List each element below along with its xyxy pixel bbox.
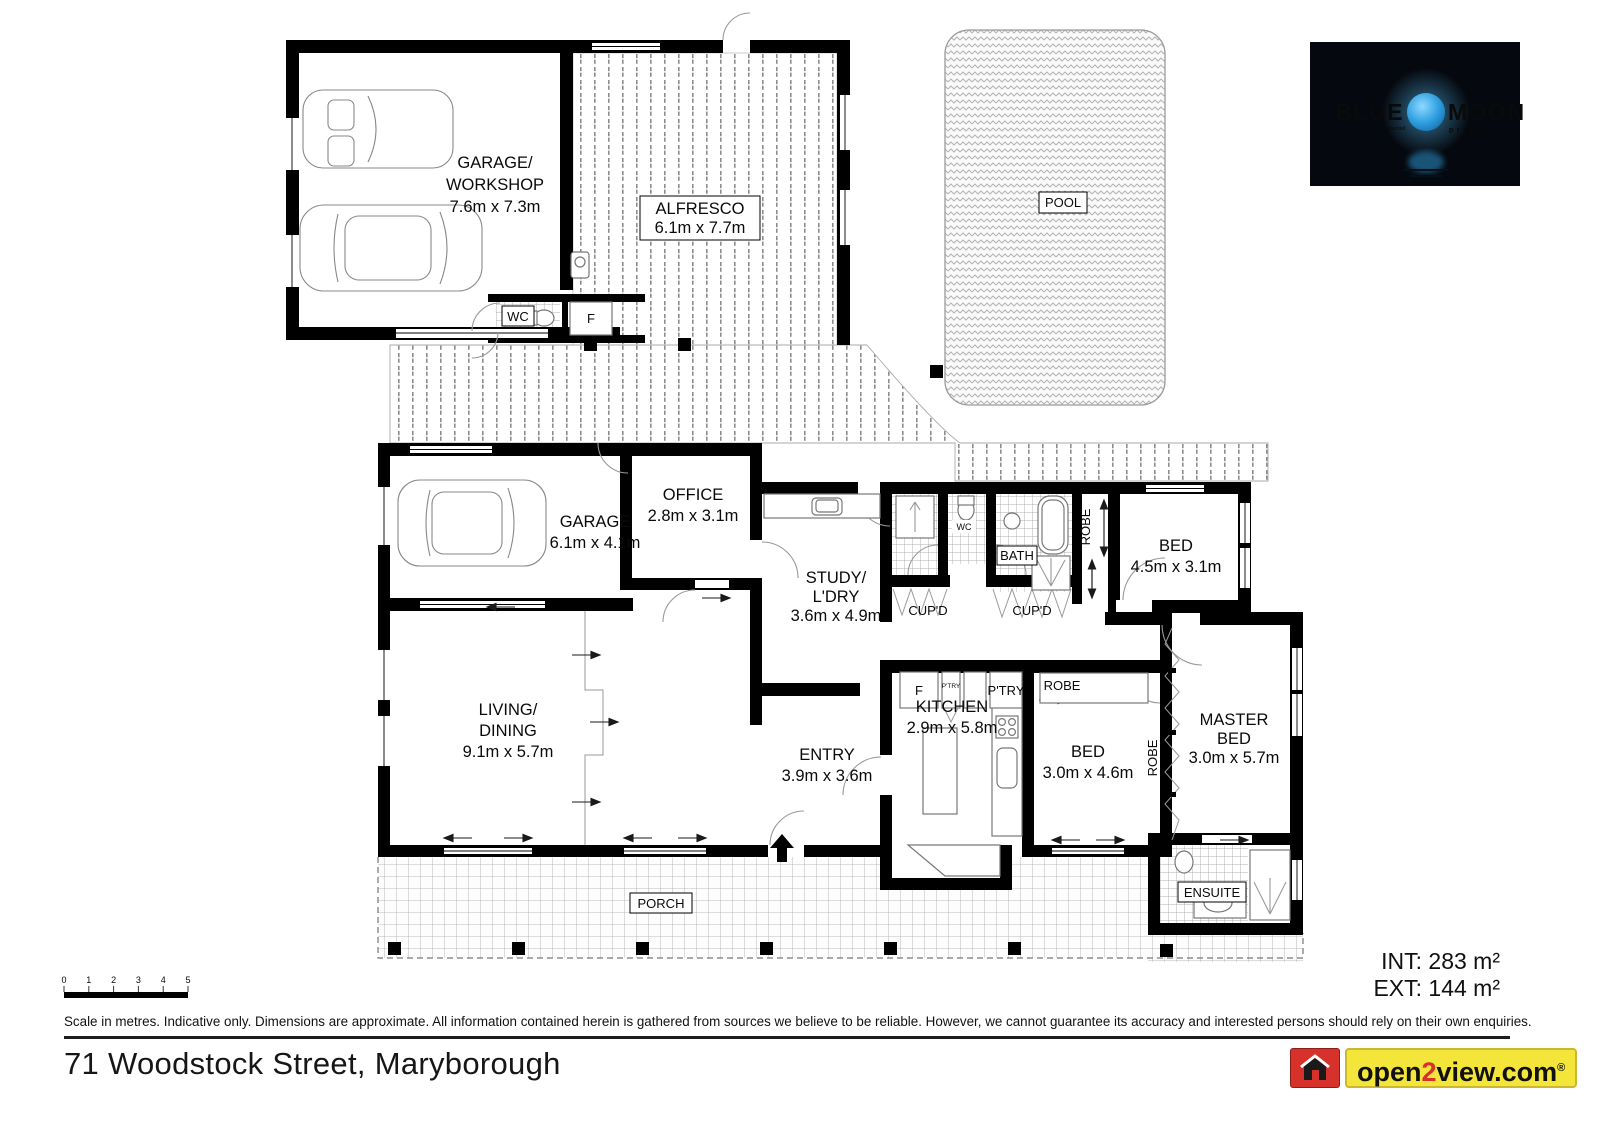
label-robe-master: ROBE bbox=[1145, 739, 1160, 777]
label-entry-dims: 3.9m x 3.6m bbox=[781, 767, 873, 785]
label-robe-bed3: ROBE bbox=[1043, 678, 1081, 693]
open2view-wordmark bbox=[1345, 1048, 1577, 1088]
label-kitchen-fridge: F bbox=[915, 683, 923, 698]
scale-tick-4: 4 bbox=[160, 975, 166, 985]
open2view-logo bbox=[1290, 1048, 1577, 1088]
external-area: EXT: 144 m² bbox=[1373, 975, 1500, 1001]
label-fridge-lobby: F bbox=[587, 311, 595, 326]
label-master-2: BED bbox=[1217, 730, 1251, 748]
scale-tick-3: 3 bbox=[135, 975, 141, 985]
label-kitchen-dims: 2.9m x 5.8m bbox=[906, 719, 998, 737]
bluemoon-word-moon: MOON bbox=[1448, 99, 1526, 125]
open2view-prefix: open bbox=[1357, 1057, 1422, 1087]
label-study-2: L'DRY bbox=[812, 588, 860, 606]
disclaimer-text: Scale in metres. Indicative only. Dimensions are approximate. All information contained herein is gathered from sources we believe to be reliable. However, we cannot guarantee its accuracy and interested persons should rely on their own enquiries. bbox=[64, 1014, 1532, 1029]
label-wc: WC bbox=[956, 522, 972, 532]
scale-tick-2: 2 bbox=[111, 975, 117, 985]
bluemoon-logo bbox=[1310, 42, 1526, 186]
car-convertible bbox=[303, 90, 453, 168]
scale-tick-5: 5 bbox=[185, 975, 191, 985]
label-alfresco-dims: 6.1m x 7.7m bbox=[654, 219, 746, 237]
label-garage-workshop-1: GARAGE/ bbox=[457, 154, 533, 172]
bluemoon-word-property: property bbox=[1449, 125, 1506, 134]
label-bath: BATH bbox=[1000, 548, 1034, 563]
label-porch: PORCH bbox=[637, 896, 685, 911]
label-pantry: P'TRY bbox=[987, 683, 1025, 698]
label-pantry-small: P'TRY bbox=[941, 683, 961, 690]
label-master-dims: 3.0m x 5.7m bbox=[1188, 749, 1280, 767]
scale-bar bbox=[61, 975, 190, 998]
label-office-dims: 2.8m x 3.1m bbox=[647, 507, 739, 525]
label-ensuite: ENSUITE bbox=[1183, 885, 1241, 900]
label-robe-hall: ROBE bbox=[1078, 508, 1093, 546]
label-study-dims: 3.6m x 4.9m bbox=[790, 607, 882, 625]
area-summary bbox=[1373, 948, 1500, 1002]
label-garage: GARAGE bbox=[559, 513, 631, 531]
bluemoon-tagline: Expect the Unexpected bbox=[1348, 126, 1406, 132]
label-bed-front: BED bbox=[1159, 537, 1193, 555]
label-bed3: BED bbox=[1071, 743, 1105, 761]
bluemoon-word-blue: BLUE bbox=[1335, 99, 1404, 125]
scale-tick-1: 1 bbox=[86, 975, 92, 985]
label-bed-front-dims: 4.5m x 3.1m bbox=[1130, 558, 1222, 576]
internal-area: INT: 283 m² bbox=[1381, 948, 1500, 974]
label-garage-workshop-dims: 7.6m x 7.3m bbox=[449, 198, 541, 216]
label-living-1: LIVING/ bbox=[478, 701, 538, 719]
label-wc-lobby: WC bbox=[507, 309, 529, 324]
label-office: OFFICE bbox=[662, 486, 724, 504]
label-living-2: DINING bbox=[479, 722, 537, 740]
pool-area bbox=[945, 30, 1165, 405]
label-bed3-dims: 3.0m x 4.6m bbox=[1042, 764, 1134, 782]
label-pool: POOL bbox=[1044, 195, 1082, 210]
label-cupd-left: CUP'D bbox=[908, 603, 948, 618]
car-hatch bbox=[300, 205, 482, 291]
label-kitchen: KITCHEN bbox=[915, 698, 989, 716]
open2view-reg: ® bbox=[1557, 1062, 1566, 1074]
label-master-1: MASTER bbox=[1199, 711, 1269, 729]
label-cupd-right: CUP'D bbox=[1012, 603, 1052, 618]
open2view-house-icon bbox=[1290, 1048, 1340, 1088]
open2view-two: 2 bbox=[1421, 1057, 1437, 1087]
label-garage-dims: 6.1m x 4.1m bbox=[549, 534, 641, 552]
moon-icon bbox=[1407, 93, 1445, 131]
open2view-suffix: view.com bbox=[1436, 1057, 1558, 1087]
property-address: 71 Woodstock Street, Maryborough bbox=[64, 1046, 561, 1081]
scale-tick-0: 0 bbox=[61, 975, 67, 985]
label-alfresco: ALFRESCO bbox=[655, 200, 745, 218]
label-garage-workshop-2: WORKSHOP bbox=[445, 176, 545, 194]
label-study-1: STUDY/ bbox=[805, 569, 867, 587]
footer-divider bbox=[64, 1036, 1510, 1039]
car-garage bbox=[398, 480, 546, 566]
label-living-dims: 9.1m x 5.7m bbox=[462, 743, 554, 761]
label-entry: ENTRY bbox=[799, 746, 855, 764]
